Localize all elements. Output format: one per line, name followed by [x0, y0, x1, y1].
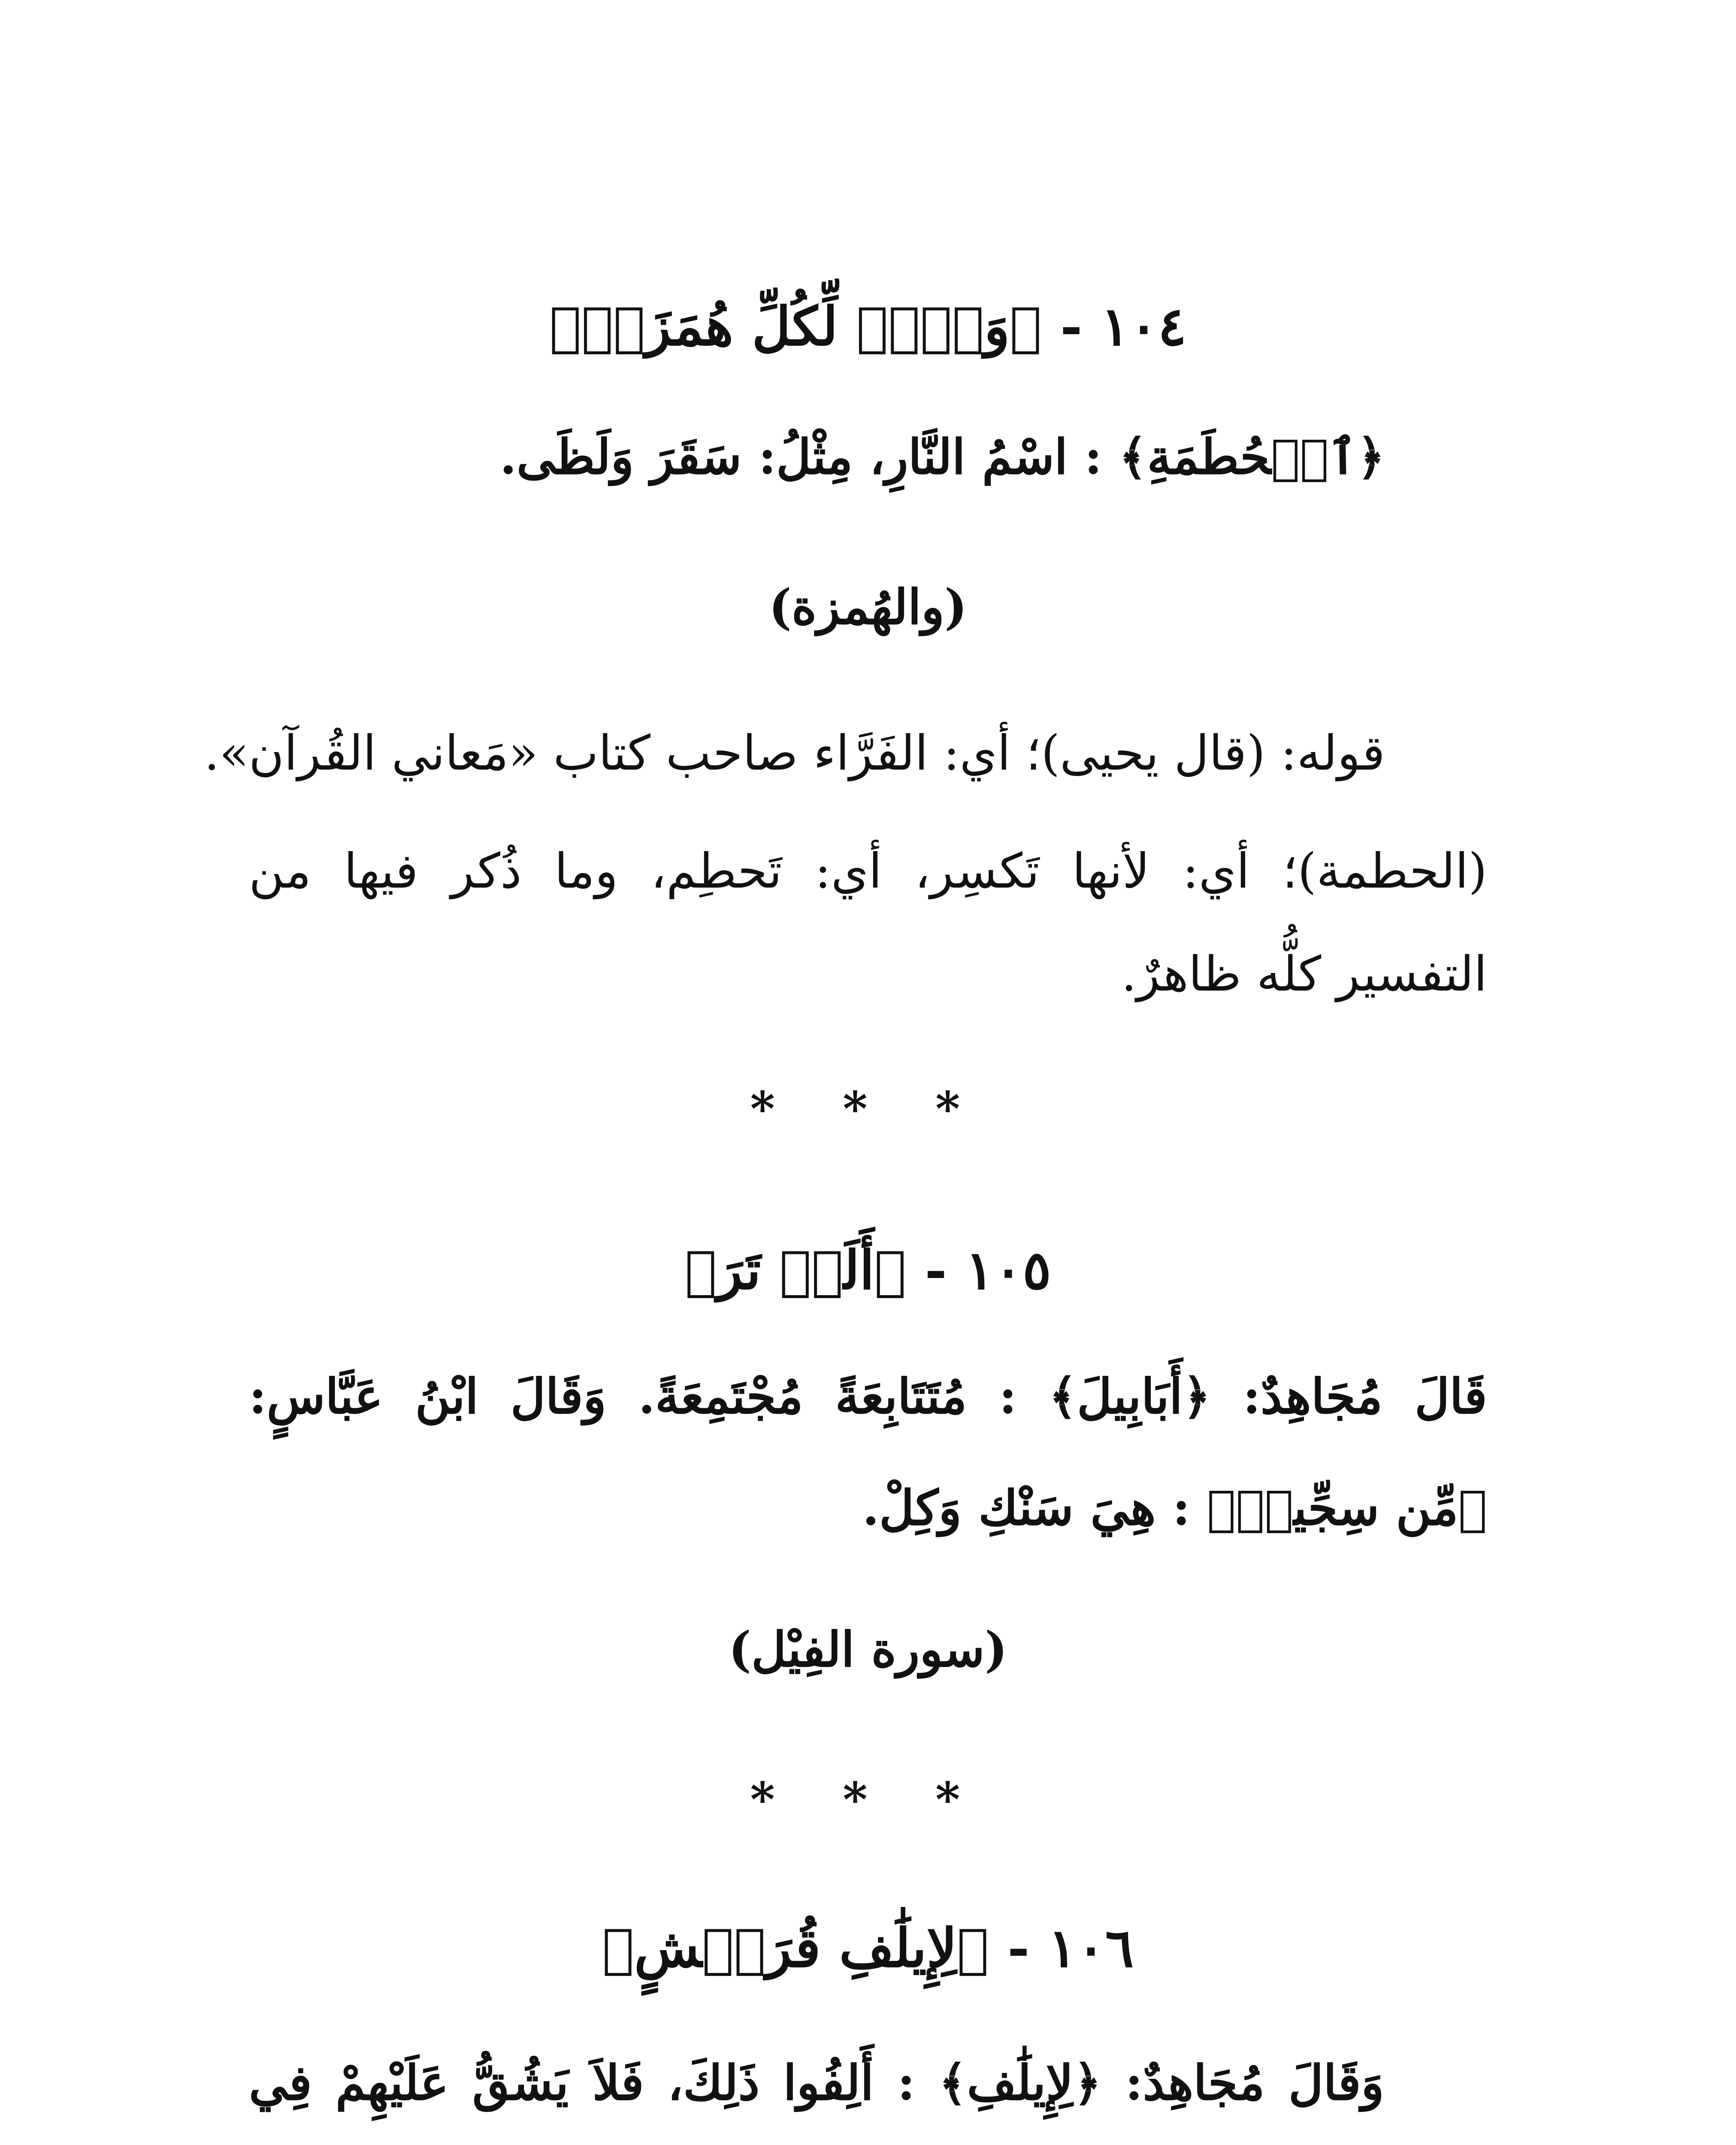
- section-106-line-1: وَقَالَ مُجَاهِدٌ: ﴿لِإِيلَٰفِ﴾ : أَلِفُوا ذَلِكَ، فَلاَ يَشُقُّ عَلَيْهِمْ فِي: [249, 2055, 1384, 2111]
- section-104-quran-line: ﴿ٱلۡحُطَمَةِ﴾ : اسْمُ النَّارِ، مِثْلُ: سَقَرَ وَلَظَى.: [499, 429, 1385, 485]
- section-separator-1: * * *: [750, 1081, 986, 1136]
- section-104-note: (والهُمزة): [768, 579, 968, 635]
- section-104-heading: ١٠٤ - ﴿وَيۡلٞ لِّكُلِّ هُمَزَةٖ﴾: [549, 296, 1187, 358]
- section-105-line-2: ﴿مِّن سِجِّيلٖ﴾ : هِيَ سَنْكِ وَكِلْ.: [862, 1480, 1487, 1536]
- section-105-note: (سورة الفِيْل): [729, 1622, 1007, 1678]
- section-104-commentary-line-1: قوله: (قال يحيى)؛ أي: الفَرَّاء صاحب كتاب «مَعاني القُرآن».: [204, 725, 1385, 781]
- section-104-commentary-line-3: التفسير كلُّه ظاهرٌ.: [1121, 946, 1487, 1002]
- section-105-heading: ١٠٥ - ﴿أَلَمۡ تَرَ﴾: [685, 1239, 1051, 1302]
- section-104-commentary-line-2: (الحطمة)؛ أي: لأنها تَكسِر، أي: تَحطِم، وما ذُكر فيها من: [249, 843, 1487, 899]
- section-106-heading: ١٠٦ - ﴿لِإِيلَٰفِ قُرَيۡشٍ﴾: [602, 1917, 1134, 1979]
- section-105-line-1: قَالَ مُجَاهِدٌ: ﴿أَبَابِيلَ﴾ : مُتَتَابِعَةً مُجْتَمِعَةً. وَقَالَ ابْنُ عَبَّاسٍ:: [249, 1369, 1487, 1425]
- section-separator-2: * * *: [750, 1772, 986, 1827]
